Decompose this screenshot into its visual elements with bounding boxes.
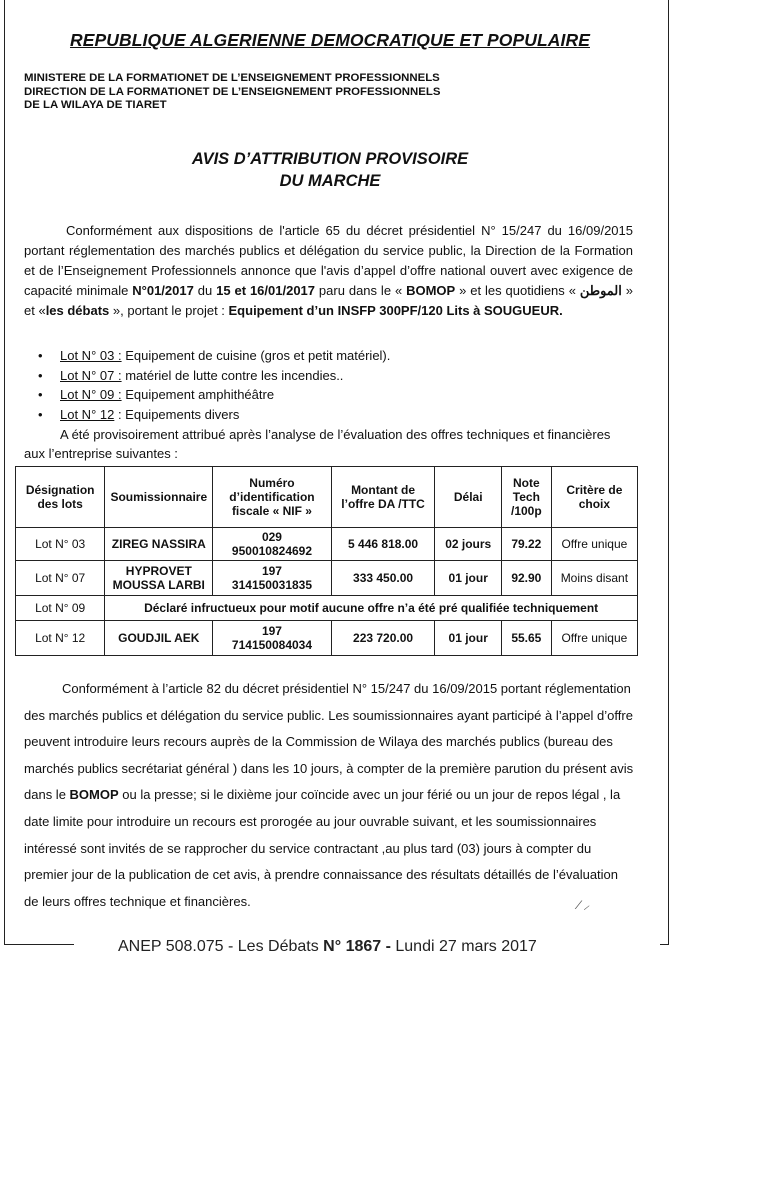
lot-name: Lot N° 03 :: [60, 348, 122, 363]
notice-title: [0, 148, 660, 192]
cell-delai: 01 jour: [435, 621, 501, 656]
lot-desc: matériel de lutte contre les incendies..: [121, 367, 344, 383]
header-delai: Délai: [435, 467, 501, 528]
list-item: • Lot N° 12 : Equipements divers: [38, 406, 240, 422]
nif-number: 714150084034: [231, 638, 313, 652]
intro-paragraph: [24, 221, 633, 321]
cell-delai: 01 jour: [435, 561, 501, 596]
nif-prefix: 197: [261, 564, 282, 578]
notice-title-line-1: AVIS D’ATTRIBUTION PROVISOIRE: [191, 150, 469, 168]
header-designation: Désignation des lots: [16, 467, 105, 528]
recours-paragraph: [24, 676, 634, 915]
header-montant: Montant de l’offre DA /TTC: [331, 467, 435, 528]
nif-prefix: 029: [261, 530, 282, 544]
cell-critere: Offre unique: [551, 528, 637, 561]
lot-desc: : Equipements divers: [114, 406, 240, 422]
cell-nif: [213, 621, 331, 656]
frame-bottom-left-border: [4, 944, 74, 945]
nif-number: 950010824692: [231, 544, 313, 558]
intro-text: du: [193, 283, 217, 298]
issue-number: N° 1867 -: [323, 938, 391, 955]
direction-line: DIRECTION DE LA FORMATIONET DE L’ENSEIGNEMENT PROFESSIONNELS: [24, 85, 441, 98]
intro-text: Conformément aux dispositions de l'article 65 du décret présidentiel N° 15/247 du 16/09/2015 portant réglementation des marchés publics et délégation du service public, la Direction de la Formation et de l’Enseignement Professionnels annonce que l'avis d’appel d’offre national ouvert avec exigence de capacité minimale: [24, 223, 633, 298]
recours-text: Conformément à l’article 82 du décret présidentiel N° 15/247 du 16/09/2015 portant réglementation des marchés publics et délégation du service public. Les soumissionnaires ayant participé à l’appel d’offre peuvent introduire leurs recours auprès de la Commission de Wilaya des marchés publics (bureau des marchés publics secrétariat général ) dans les 10 jours, à compter de la première parution du présent avis dans le: [24, 681, 634, 803]
project-name: Equipement d’un INSFP 300PF/120 Lits à SOUGUEUR.: [228, 303, 563, 318]
cell-lot: Lot N° 12: [16, 621, 105, 656]
frame-right-border: [668, 0, 669, 944]
cell-nif: [213, 561, 331, 596]
newspaper-arabic: الموطن: [579, 283, 622, 298]
cell-critere: Offre unique: [551, 621, 637, 656]
lot-desc: Equipement de cuisine (gros et petit matériel).: [121, 348, 391, 363]
cell-montant: 223 720.00: [331, 621, 435, 656]
cell-note: 79.22: [501, 528, 551, 561]
cell-note: 55.65: [501, 621, 551, 656]
header-note: Note Tech /100p: [501, 467, 551, 528]
cell-soumissionnaire: GOUDJIL AEK: [105, 621, 213, 656]
footer-text: ANEP 508.075 - Les Débats: [118, 938, 324, 955]
cell-lot: Lot N° 07: [16, 561, 105, 596]
lot-name: Lot N° 09 :: [60, 387, 122, 402]
ministry-line: MINISTERE DE LA FORMATIONET DE L’ENSEIGNEMENT PROFESSIONNELS: [24, 72, 440, 84]
list-item: • Lot N° 09 : Equipement amphithéâtre: [38, 387, 275, 402]
cell-critere: Moins disant: [551, 561, 637, 596]
cell-soumissionnaire: ZIREG NASSIRA: [105, 528, 213, 561]
table-header-row: [16, 467, 638, 528]
intro-text: » et «: [24, 283, 634, 318]
table-row: [16, 621, 638, 656]
cell-montant: 333 450.00: [331, 561, 435, 596]
wilaya-line: DE LA WILAYA DE TIARET: [24, 99, 167, 111]
table-row: [16, 561, 638, 596]
cell-delai: 02 jours: [435, 528, 501, 561]
attribution-text: A été provisoirement attribué après l’analyse de l’évaluation des offres techniques et financières aux l’entreprise suivantes :: [24, 427, 611, 461]
newspaper-debats: les débats: [45, 303, 110, 318]
cell-infructueux: Déclaré infructueux pour motif aucune offre n’a été pré qualifiée techniquement: [105, 596, 638, 621]
bomop-label: BOMOP: [69, 787, 119, 803]
frame-bottom-right-border: [660, 944, 669, 945]
cell-lot: Lot N° 03: [16, 528, 105, 561]
intro-text: » et les quotidiens «: [455, 283, 580, 298]
header-soumissionnaire: Soumissionnaire: [105, 467, 213, 528]
tender-number: N°01/2017: [132, 283, 194, 298]
list-item: • Lot N° 03 : Equipement de cuisine (gros et petit matériel).: [38, 348, 391, 363]
intro-text: paru dans le «: [315, 283, 407, 298]
handwritten-initials: ⁄ ⸝: [578, 898, 590, 912]
footer-date: Lundi 27 mars 2017: [390, 938, 537, 955]
cell-note: 92.90: [501, 561, 551, 596]
attribution-paragraph: [24, 425, 633, 463]
lot-name: Lot N° 07 :: [60, 367, 122, 383]
cell-lot: Lot N° 09: [16, 596, 105, 621]
recours-text: ou la presse; si le dixième jour coïncide avec un jour férié ou un jour de repos légal , la date limite pour introduire un recours est prorogée au jour ouvrable suivant, et les soumissionnaires intéressé sont invités de se rapprocher du service contractant ,au plus tard (03) jours à compter du premier jour de la publication de cet avis, à prendre connaissance des résultats détaillés de l’évaluation de leurs offres technique et financières.: [24, 787, 621, 909]
ministry-block: [24, 72, 440, 113]
republic-title: REPUBLIQUE ALGERIENNE DEMOCRATIQUE ET POPULAIRE: [69, 30, 590, 50]
notice-title-line-2: DU MARCHE: [279, 172, 381, 190]
table-row: [16, 596, 638, 621]
nif-prefix: 197: [261, 624, 282, 638]
publication-footer: [118, 938, 537, 956]
bomop-label: BOMOP: [406, 283, 456, 298]
results-table: [15, 466, 638, 656]
intro-text: », portant le projet :: [109, 303, 229, 318]
cell-montant: 5 446 818.00: [331, 528, 435, 561]
header-critere: Critère de choix: [551, 467, 637, 528]
header-nif: Numéro d’identification fiscale « NIF »: [213, 467, 331, 528]
table-row: [16, 528, 638, 561]
nif-number: 314150031835: [231, 578, 313, 592]
frame-left-border: [4, 0, 5, 944]
list-item: • Lot N° 07 : matériel de lutte contre les incendies..: [38, 367, 344, 383]
cell-soumissionnaire: HYPROVET MOUSSA LARBI: [105, 561, 213, 596]
cell-nif: [213, 528, 331, 561]
lot-name: Lot N° 12: [60, 406, 115, 422]
tender-dates: 15 et 16/01/2017: [216, 283, 316, 298]
lots-list: [38, 346, 390, 424]
lot-desc: Equipement amphithéâtre: [121, 387, 275, 402]
